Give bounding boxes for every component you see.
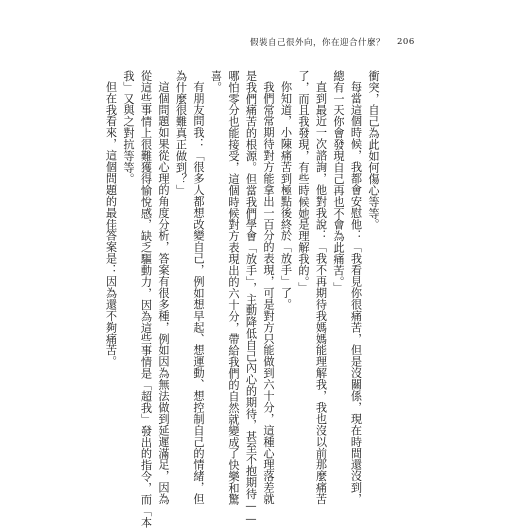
text-column: 這個問題如果從心理的角度分析，答案有很多種，例如因為無法做到延遲滿足，因為 bbox=[157, 81, 170, 505]
text-column: 為什麼很難真正做到？」 bbox=[174, 70, 188, 196]
text-column: 每當這個時候，我都會安慰他：「我看見你很痛苦，但是沒關係，現在時間還沒到， bbox=[349, 81, 363, 505]
header-title: 假裝自己很外向，你在迎合什麼？ bbox=[250, 38, 386, 48]
text-column: 從這些事情上很難獲得愉悅感，缺乏驅動力，因為這些事情是「超我」發出的指令，而「本 bbox=[139, 70, 153, 528]
text-column: 總有一天你會發現自己再也不會為此痛苦。」 bbox=[332, 70, 345, 294]
text-column: 了，而且我發現，有些時候她是理解我的。」 bbox=[297, 70, 310, 294]
text-column: 喜。 bbox=[209, 70, 223, 93]
vertical-body-text bbox=[104, 70, 382, 528]
text-column: 直到最近一次諮詢，他對我說：「我不再期待我媽媽能理解我，我也沒以前那麼痛苦 bbox=[314, 81, 328, 505]
text-column: 我」又與之對抗等等。 bbox=[122, 70, 135, 185]
running-header bbox=[250, 36, 415, 48]
text-column: 但在我看來，這個問題的最佳答案是：因為還不夠痛苦。 bbox=[104, 81, 118, 368]
text-column: 你知道，小陳痛苦到極點後終於「放手」了。 bbox=[279, 81, 293, 311]
text-column: 我們常常期待對方能拿出一百分的表現，可是對方只能做到六十分，這種心理落差就 bbox=[262, 81, 275, 505]
text-column: 有朋友問我：「很多人都想改變自己，例如想早起、想運動、想控制自己的情緒，但 bbox=[192, 81, 205, 505]
text-column: 衝突，自己為此如何傷心等等。 bbox=[367, 70, 380, 231]
text-column: 是我們痛苦的根源。但當我們學會「放手」，主動降低自己內心的期待，甚至不抱期待—— bbox=[244, 70, 258, 526]
page-number: 206 bbox=[397, 37, 415, 47]
text-column: 哪怕零分也能接受，這個時候對方表現出的六十分，帶給我們的自然就變成了快樂和驚 bbox=[227, 70, 240, 506]
